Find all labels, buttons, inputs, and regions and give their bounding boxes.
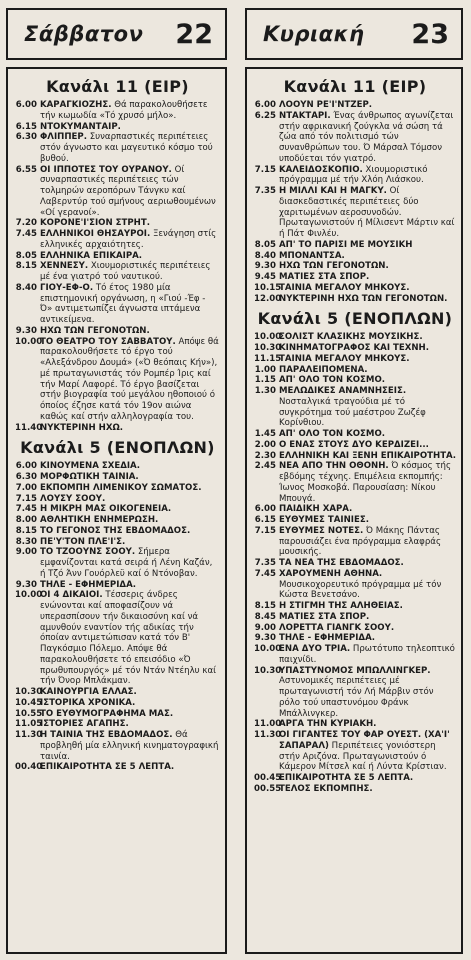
program-time: 10.00	[254, 644, 282, 654]
program-time: 9.30	[15, 325, 37, 336]
program-time: 1.15	[254, 375, 276, 386]
program-title: ΚΙΝΟΥΜΕΝΑ ΣΧΕΔΙΑ.	[40, 461, 140, 472]
program-time: 1.00	[254, 364, 276, 375]
program-body	[40, 218, 150, 229]
program-body	[279, 365, 368, 376]
program-time: 9.00	[254, 622, 276, 633]
program-body	[279, 504, 352, 515]
program-entry	[254, 569, 456, 601]
program-body	[279, 440, 429, 451]
program-entry	[15, 472, 220, 483]
program-body	[40, 526, 190, 537]
program-time: 9.30	[15, 579, 37, 590]
program-time: 8.05	[15, 250, 37, 261]
program-body	[40, 229, 220, 251]
program-title: ΑΠ' ΤΟ ΠΑΡΙΣΙ ΜΕ ΜΟΥΣΙΚΗ	[279, 239, 413, 250]
program-title: ΤΑΙΝΙΑ ΜΕΓΑΛΟΥ ΜΗΚΟΥΣ.	[279, 353, 410, 364]
program-entry	[254, 251, 456, 262]
program-time: 00.45	[254, 773, 282, 783]
program-time: 9.45	[254, 272, 276, 282]
program-title: ΤΟ ΤΖΟΟΥΝΣ ΣΟΟΥ.	[40, 547, 136, 558]
program-entry	[15, 100, 220, 122]
saturday-listing	[6, 67, 227, 954]
program-title: ΤΟ ΓΕΓΟΝΟΣ ΤΗΣ ΕΒΔΟΜΑΔΟΣ.	[40, 525, 191, 536]
program-body	[40, 590, 220, 687]
program-entry	[254, 644, 456, 666]
program-body	[279, 429, 385, 440]
channel-title: Κανάλι 5 (ΕΝΟΠΛΩΝ)	[257, 309, 453, 329]
program-time: 8.40	[254, 250, 276, 261]
program-title: ΛΟΡΕΤΤΑ ΓΙΑΝΓΚ ΣΟΟΥ.	[279, 622, 395, 633]
program-description: Οί συναρπαστικές περιπέτειες τών τολμηρών αεροπόρων Τάνγκυ καί Λαβερντύρ τού σμήνους αεριωθουμένων «Οί γερανοί».	[40, 164, 216, 218]
program-time: 11.05	[15, 719, 43, 730]
program-title: ΟΙ ΓΙΓΑΝΤΕΣ ΤΟΥ ΦΑΡ ΟΥΕΣΤ. (ΧΑ'Ι' ΣΑΠΑΡΑΛ)	[279, 730, 450, 751]
program-title: ΛΟΥΣΥ ΣΟΟΥ.	[40, 493, 106, 504]
program-time: 6.15	[15, 121, 37, 132]
program-time: 00.55	[254, 783, 282, 794]
program-entry	[254, 526, 456, 558]
program-time: 6.30	[15, 472, 37, 482]
program-body	[40, 461, 140, 472]
program-time: 7.00	[15, 482, 37, 493]
saturday-column	[6, 0, 227, 960]
program-title: ΝΤΟΚΥΜΑΝΤΑΙΡ.	[40, 121, 121, 132]
program-time: 2.30	[254, 450, 276, 461]
program-entry	[15, 261, 220, 283]
program-entry	[254, 719, 456, 730]
program-body	[279, 251, 345, 262]
program-title: ΤΑΙΝΙΑ ΜΕΓΑΛΟΥ ΜΗΚΟΥΣ.	[279, 282, 410, 293]
program-title: ΟΙ ΙΠΠΟΤΕΣ ΤΟΥ ΟΥΡΑΝΟΥ.	[40, 164, 172, 175]
program-description: Πρωτότυπο τηλεοπτικό παιχνίδι.	[279, 644, 455, 665]
program-title: ΕΝΑ ΔΥΟ ΤΡΙΑ.	[279, 644, 351, 654]
program-entry	[254, 186, 456, 240]
program-body	[40, 537, 125, 548]
program-time: 12.00	[254, 293, 282, 304]
program-time: 7.35	[254, 558, 276, 568]
program-body	[279, 719, 376, 730]
day-name: Σάββατον	[24, 22, 144, 46]
program-body	[279, 612, 369, 623]
program-body	[279, 773, 413, 784]
program-entry	[15, 218, 220, 229]
program-body	[279, 343, 429, 354]
channel-title: Κανάλι 5 (ΕΝΟΠΛΩΝ)	[20, 438, 215, 458]
program-body	[279, 730, 456, 773]
program-title: ΕΠΙΚΑΙΡΟΤΗΤΑ ΣΕ 5 ΛΕΠΤΑ.	[40, 762, 175, 773]
saturday-header	[6, 8, 227, 60]
program-body	[279, 623, 394, 634]
program-title: ΤΗΛΕ - ΕΦΗΜΕΡΙΔΑ.	[279, 633, 375, 644]
program-entry	[254, 612, 456, 623]
program-time: 10.00	[15, 590, 43, 601]
program-time: 7.45	[15, 504, 37, 515]
program-title: ΙΣΤΟΡΙΕΣ ΑΓΑΠΗΣ.	[40, 719, 129, 730]
program-body	[279, 261, 389, 272]
program-description: Θά παρακολουθήσετε τήν κωμωδία «Τό χρυσό μήλο».	[40, 100, 208, 121]
program-time: 8.15	[15, 261, 37, 272]
sunday-column	[245, 0, 463, 960]
program-body	[40, 504, 171, 515]
program-body	[40, 483, 201, 494]
program-body	[279, 451, 456, 462]
program-title: ΗΧΩ ΤΩΝ ΓΕΓΟΝΟΤΩΝ.	[40, 325, 150, 336]
program-time: 10.45	[15, 697, 43, 708]
program-time: 7.35	[254, 186, 276, 196]
program-time: 2.00	[254, 439, 276, 450]
program-body	[40, 326, 150, 337]
program-entry	[254, 272, 456, 283]
program-entry	[15, 687, 220, 698]
program-body	[279, 666, 456, 720]
program-entry	[15, 326, 220, 337]
program-entry	[15, 461, 220, 472]
program-entry	[15, 526, 220, 537]
program-body	[40, 100, 220, 122]
program-time: 7.15	[254, 164, 276, 175]
program-entry	[254, 261, 456, 272]
program-body	[279, 332, 423, 343]
program-entry	[254, 440, 456, 451]
program-body	[40, 261, 220, 283]
program-title: ΜΑΤΙΕΣ ΣΤΑ ΣΠΟΡ.	[279, 611, 370, 622]
program-time: 10.55	[15, 708, 43, 719]
program-description: Νοσταλγικά τραγούδια μέ τό συγκρότημα τού μαέστρου Ζωζέφ Κορίνθιου.	[279, 396, 426, 429]
program-time: 8.00	[15, 515, 37, 525]
program-time: 7.45	[15, 229, 37, 239]
day-name: Κυριακή	[263, 22, 365, 46]
program-entry	[15, 132, 220, 164]
program-body	[279, 294, 447, 305]
program-body	[40, 283, 220, 326]
program-description: Σήμερα εμφανίζονται κατά σειρά ή Λένη Καζάν, ή Τζό Άνν Γουόρλεϋ καί ό Ντόνοβαν.	[40, 547, 213, 579]
program-title: ΙΣΤΟΡΙΚΑ ΧΡΟΝΙΚΑ.	[40, 697, 136, 708]
program-title: ΕΛΛΗΝΙΚΟΙ ΘΗΣΑΥΡΟΙ.	[40, 229, 151, 239]
program-entry	[15, 494, 220, 505]
program-title: ΧΕΝΝΕΣΥ.	[40, 261, 89, 272]
program-entry	[254, 111, 456, 165]
program-time: 2.45	[254, 461, 276, 472]
program-title: ΠΑΡΑΛΕΙΠΟΜΕΝΑ.	[279, 364, 368, 375]
program-time: 8.40	[15, 282, 37, 293]
program-entry	[254, 332, 456, 343]
program-entry	[254, 240, 456, 251]
program-time: 9.30	[254, 633, 276, 644]
program-body	[279, 601, 403, 612]
program-title: ΕΥΘΥΜΕΣ ΤΑΙΝΙΕΣ.	[279, 515, 370, 525]
program-description: Οί διασκεδαστικές περιπέτειες δύο χαριτωμένων αεροσυνοδών. Πρωταγωνιστούν ή Μίλισεντ Μάρτιν καί ή Πάτ Φινλέυ.	[279, 186, 455, 239]
program-title: ΗΧΩ ΤΩΝ ΓΕΓΟΝΟΤΩΝ.	[279, 261, 389, 272]
program-time: 11.00	[254, 719, 282, 730]
program-description: Θά προβληθή μία ελληνική κινηματογραφική ταινία.	[40, 730, 219, 762]
program-entry	[254, 515, 456, 526]
program-time: 8.30	[15, 536, 37, 547]
program-entry	[254, 461, 456, 504]
program-title: ΚΑΡΑΓΚΙΟΖΗΣ.	[40, 100, 112, 110]
program-title: ΕΚΠΟΜΠΗ ΛΙΜΕΝΙΚΟΥ ΣΩΜΑΤΟΣ.	[40, 482, 202, 493]
program-title: ΥΠΑΣΤΥΝΟΜΟΣ ΜΠΩΛΛΙΝΓΚΕΡ.	[279, 665, 431, 676]
program-entry	[254, 451, 456, 462]
program-title: ΕΛΛΗΝΙΚΑ ΕΠΙΚΑΙΡΑ.	[40, 250, 143, 261]
program-entry	[15, 580, 220, 591]
program-title: ΤΕΛΟΣ ΕΚΠΟΜΠΗΣ.	[279, 783, 373, 794]
program-description: Χιουμοριστικές περιπέτειες μέ ένα γιατρό τού ναυτικού.	[40, 261, 211, 282]
program-title: ΜΟΡΦΩΤΙΚΗ ΤΑΙΝΙΑ.	[40, 472, 139, 482]
program-time: 10.30	[15, 687, 43, 697]
program-title: ΕΠΙΚΑΙΡΟΤΗΤΑ ΣΕ 5 ΛΕΠΤΑ.	[279, 773, 414, 783]
program-body	[40, 687, 137, 698]
program-body	[40, 337, 220, 423]
program-body	[279, 386, 456, 429]
day-number: 23	[411, 18, 449, 50]
program-entry	[254, 666, 456, 720]
program-title: ΚΑΙΝΟΥΡΓΙΑ ΕΛΛΑΣ.	[40, 687, 137, 697]
program-time: 10.30	[254, 343, 282, 353]
program-time: 7.15	[15, 493, 37, 504]
sunday-listing	[245, 67, 463, 954]
program-description: Χιουμοριστικό πρόγραμμα μέ τήν Χλόη Λιάσκου.	[279, 164, 428, 186]
program-body	[279, 272, 369, 283]
program-time: 10.30	[254, 665, 282, 676]
program-time: 6.00	[254, 100, 276, 110]
program-entry	[15, 547, 220, 579]
program-body	[40, 122, 121, 133]
program-entry	[15, 762, 220, 773]
program-entry	[15, 537, 220, 548]
program-entry	[15, 504, 220, 515]
program-entry	[254, 558, 456, 569]
program-entry	[254, 294, 456, 305]
program-body	[40, 165, 220, 219]
program-entry	[254, 773, 456, 784]
program-title: ΑΘΛΗΤΙΚΗ ΕΝΗΜΕΡΩΣΗ.	[40, 515, 159, 525]
program-description: Τέσσερις άνδρες ενώνονται καί αποφασίζουν νά υπερασπίσουν τήν δικαιοσύνη καί νά αμυνθούν εναντίον τής αδικίας τήν όποίαν αντιμετώπισαν κατά τόν Β' Παγκόσμιο Πόλεμο. Απόψε θά παρακολουθήσετε τό επεισόδιο «Ό πρωθυπουργός» μέ τόν Ντάν Ντέηλυ καί τήν Όνορ Μπλάκμαν.	[40, 590, 217, 687]
program-entry	[254, 343, 456, 354]
program-entry	[254, 354, 456, 365]
program-body	[279, 186, 456, 240]
program-entry	[254, 784, 456, 795]
program-body	[279, 461, 456, 504]
program-entry	[15, 122, 220, 133]
program-time: 6.00	[254, 504, 276, 515]
program-title: ΓΙΟΥ-ΕΦ-Ο.	[40, 282, 94, 293]
program-entry	[254, 165, 456, 187]
program-time: 6.55	[15, 164, 37, 175]
program-body	[40, 762, 174, 773]
program-entry	[254, 375, 456, 386]
program-title: ΣΟΛΙΣΤ ΚΛΑΣΙΚΗΣ ΜΟΥΣΙΚΗΣ.	[279, 332, 423, 343]
program-time: 9.30	[254, 261, 276, 272]
program-title: ΜΠΟΝΑΝΤΣΑ.	[279, 250, 345, 261]
program-time: 8.45	[254, 611, 276, 622]
program-time: 6.30	[15, 132, 37, 143]
program-time: 7.45	[254, 568, 276, 579]
program-title: ΚΙΝΗΜΑΤΟΓΡΑΦΟΣ ΚΑΙ ΤΕΧΝΗ.	[279, 343, 430, 353]
program-entry	[15, 229, 220, 251]
program-entry	[254, 623, 456, 634]
program-entry	[15, 590, 220, 687]
program-title: Ο ΕΝΑΣ ΣΤΟΥΣ ΔΥΟ ΚΕΡΔΙΖΕΙ...	[279, 439, 429, 450]
program-description: Περιπέτειες γονιόστερη στήν Αριζόνα. Πρωταγωνιστούν ό Κάμερον Μίτσελ καί ή Λύντα Κρίστιαν.	[279, 740, 447, 773]
program-body	[279, 283, 410, 294]
program-title: ΑΠ' ΟΛΟ ΤΟΝ ΚΟΣΜΟ.	[279, 429, 386, 439]
channel-title: Κανάλι 11 (ΕΙΡ)	[46, 77, 189, 96]
program-entry	[15, 719, 220, 730]
program-description: Μουσικοχορευτικό πρόγραμμα μέ τόν Κώστα Βενετσάνο.	[279, 579, 442, 601]
program-description: Συναρπαστικές περιπέτειες στόν άγνωστο και μαγευτικό κόσμο τού βυθού.	[40, 132, 213, 164]
program-time: 11.30	[15, 730, 43, 740]
program-body	[279, 526, 456, 558]
program-entry	[15, 337, 220, 423]
program-title: ΑΡΓΑ ΤΗΝ ΚΥΡΙΑΚΗ.	[279, 719, 377, 730]
program-time: 9.00	[15, 547, 37, 558]
program-entry	[15, 283, 220, 326]
program-title: ΧΑΡΟΥΜΕΝΗ ΑΘΗΝΑ.	[279, 568, 383, 579]
program-description: Απόψε θά παρακολουθήσετε τό έργο τού «Αλεξάνδρου Δουμά» («Ό θεόπαις Κήν»), μέ πρωταγωνιστάς τόν Ρομπέρ Ίρις καί τήν Μαρί Λαφορέ. Τό έργο βασίζεται στήν βιογραφία τού μεγάλου ηθοποιού ό όποίος έζησε κατά τόν 19ον αιώνα καθώς καί στήν αλληλογραφία του.	[40, 336, 219, 422]
program-body	[279, 100, 372, 111]
program-time: 00.40	[15, 762, 43, 773]
program-time: 11.15	[254, 353, 282, 364]
program-title: ΠΕ'Υ'ΤΟΝ ΠΛΕ'Ι'Σ.	[40, 536, 126, 547]
program-title: ΤΟ ΘΕΑΤΡΟ ΤΟΥ ΣΑΒΒΑΤΟΥ.	[40, 336, 176, 347]
program-entry	[15, 165, 220, 219]
program-title: Η ΤΑΙΝΙΑ ΤΗΣ ΕΒΔΟΜΑΔΟΣ.	[40, 730, 173, 740]
program-body	[279, 569, 456, 601]
program-title: ΚΑΛΕΙΔΟΣΚΟΠΙΟ.	[279, 164, 363, 175]
program-entry	[15, 709, 220, 720]
program-time: 1.45	[254, 429, 276, 439]
program-entry	[15, 483, 220, 494]
program-time: 6.25	[254, 110, 276, 121]
program-title: ΕΥΘΥΜΕΣ ΝΟΤΕΣ.	[279, 525, 364, 536]
program-title: ΤΑ ΝΕΑ ΤΗΣ ΕΒΔΟΜΑΔΟΣ.	[279, 558, 404, 568]
program-body	[279, 784, 373, 795]
program-time: 10.15	[254, 282, 282, 293]
program-title: ΝΥΚΤΕΡΙΝΗ ΗΧΩ ΤΩΝ ΓΕΓΟΝΟΤΩΝ.	[279, 293, 448, 304]
program-title: ΚΟΡΟΝΕ'Ι'ΣΙΟΝ ΣΤΡΗΤ.	[40, 218, 150, 229]
program-entry	[15, 515, 220, 526]
program-title: ΝΕΑ ΑΠΟ ΤΗΝ ΟΘΟΝΗ.	[279, 461, 389, 472]
program-title: Η ΣΤΙΓΜΗ ΤΗΣ ΑΛΗΘΕΙΑΣ.	[279, 601, 403, 611]
program-entry	[15, 251, 220, 262]
program-time: 7.20	[15, 218, 37, 229]
program-title: ΦΛΙΠΠΕΡ.	[40, 132, 87, 143]
program-title: ΤΗΛΕ - ΕΦΗΜΕΡΙΔΑ.	[40, 579, 136, 590]
program-entry	[254, 365, 456, 376]
program-title: ΜΕΛΩΔΙΚΕΣ ΑΝΑΜΝΗΣΕΙΣ.	[279, 386, 407, 396]
program-entry	[254, 601, 456, 612]
program-title: ΑΠ' ΟΛΟ ΤΟΝ ΚΟΣΜΟ.	[279, 375, 386, 386]
program-body	[279, 644, 456, 666]
program-description: Τό έτος 1980 μία επιστημονική οργάνωση, η «Γιού -Έφ - Ό» αντιμετωπίζει άγνωστα ιπτάμενα αντικείμενα.	[40, 282, 206, 325]
day-number: 22	[175, 18, 213, 50]
program-entry	[15, 698, 220, 709]
program-body	[40, 472, 139, 483]
program-time: 6.15	[254, 515, 276, 525]
program-title: ΝΥΚΤΕΡΙΝΗ ΗΧΩ.	[40, 422, 124, 433]
program-body	[279, 558, 404, 569]
program-description: Ό Μάκης Πάντας παρουσιάζει ένα πρόγραμμα ελαφράς μουσικής.	[279, 525, 441, 558]
program-body	[279, 633, 375, 644]
program-time: 11.40	[15, 422, 43, 433]
program-time: 1.30	[254, 386, 276, 396]
program-description: Αστυνομικές περιπέτειες μέ πρωταγωνιστή τόν Λή Μάρβιν στόν ρόλο τού υπαστυνόμου Φράνκ Μπάλλινγκερ.	[279, 676, 434, 719]
program-title: Η ΜΙΛΛΙ ΚΑΙ Η ΜΑΓΚΥ.	[279, 186, 387, 196]
program-body	[40, 730, 220, 762]
program-time: 8.15	[254, 601, 276, 611]
program-time: 8.15	[15, 525, 37, 536]
program-body	[40, 547, 220, 579]
program-entry	[254, 386, 456, 429]
program-title: ΤΟ ΕΥΘΥΜΟΓΡΑΦΗΜΑ ΜΑΣ.	[40, 708, 174, 719]
program-body	[279, 165, 456, 187]
program-body	[40, 698, 135, 709]
program-body	[40, 580, 136, 591]
program-description: Ένας άνθρωπος αγωνίζεται στήν αφρικανική ζούγκλα νά σώση τά ζώα από τόν πολιτισμό τών συνανθρώπων του. Ό Μάρσαλ Τόμσον υποδύεται τόν γιατρό.	[279, 110, 454, 164]
program-entry	[254, 633, 456, 644]
program-time: 10.00	[254, 332, 282, 343]
program-body	[40, 515, 158, 526]
program-entry	[254, 429, 456, 440]
program-title: ΝΤΑΚΤΑΡΙ.	[279, 110, 331, 121]
channel-title: Κανάλι 11 (ΕΙΡ)	[283, 77, 427, 96]
program-time: 11.30	[254, 730, 282, 740]
program-description: Ό κόσμος τής εβδόμης τέχνης. Επιμέλεια εκπομπής: Ίωνος Μοσκοβά. Παρουσίαση: Νίκου Μπουγά.	[279, 461, 452, 504]
program-entry	[254, 504, 456, 515]
program-time: 7.15	[254, 525, 276, 536]
program-title: ΟΙ 4 ΔΙΚΑΙΟΙ.	[40, 590, 103, 601]
program-title: ΛΟΟΥΝ ΡΕ'Ι'ΝΤΖΕΡ.	[279, 100, 373, 110]
program-title: ΜΑΤΙΕΣ ΣΤΑ ΣΠΟΡ.	[279, 272, 370, 282]
program-body	[279, 515, 369, 526]
program-time: 6.00	[15, 461, 37, 472]
program-body	[279, 375, 385, 386]
program-body	[40, 423, 123, 434]
program-body	[40, 719, 129, 730]
program-body	[40, 709, 173, 720]
program-title: Η ΜΙΚΡΗ ΜΑΣ ΟΙΚΟΓΕΝΕΙΑ.	[40, 504, 172, 515]
sunday-header	[245, 8, 463, 60]
program-title: ΠΑΙΔΙΚΗ ΧΑΡΑ.	[279, 504, 353, 515]
program-body	[279, 240, 412, 251]
program-body	[279, 354, 410, 365]
program-body	[40, 132, 220, 164]
program-body	[40, 494, 105, 505]
program-entry	[254, 730, 456, 773]
program-entry	[15, 730, 220, 762]
program-title: ΕΛΛΗΝΙΚΗ ΚΑΙ ΞΕΝΗ ΕΠΙΚΑΙΡΟΤΗΤΑ.	[279, 450, 456, 461]
program-time: 8.05	[254, 239, 276, 250]
program-entry	[254, 283, 456, 294]
program-entry	[254, 100, 456, 111]
program-description: Ξενάγηση στίς ελληνικές αρχαιότητες.	[40, 229, 217, 250]
program-body	[279, 111, 456, 165]
program-time: 6.00	[15, 100, 37, 110]
program-entry	[15, 423, 220, 434]
program-time: 10.00	[15, 336, 43, 347]
program-body	[40, 251, 142, 262]
